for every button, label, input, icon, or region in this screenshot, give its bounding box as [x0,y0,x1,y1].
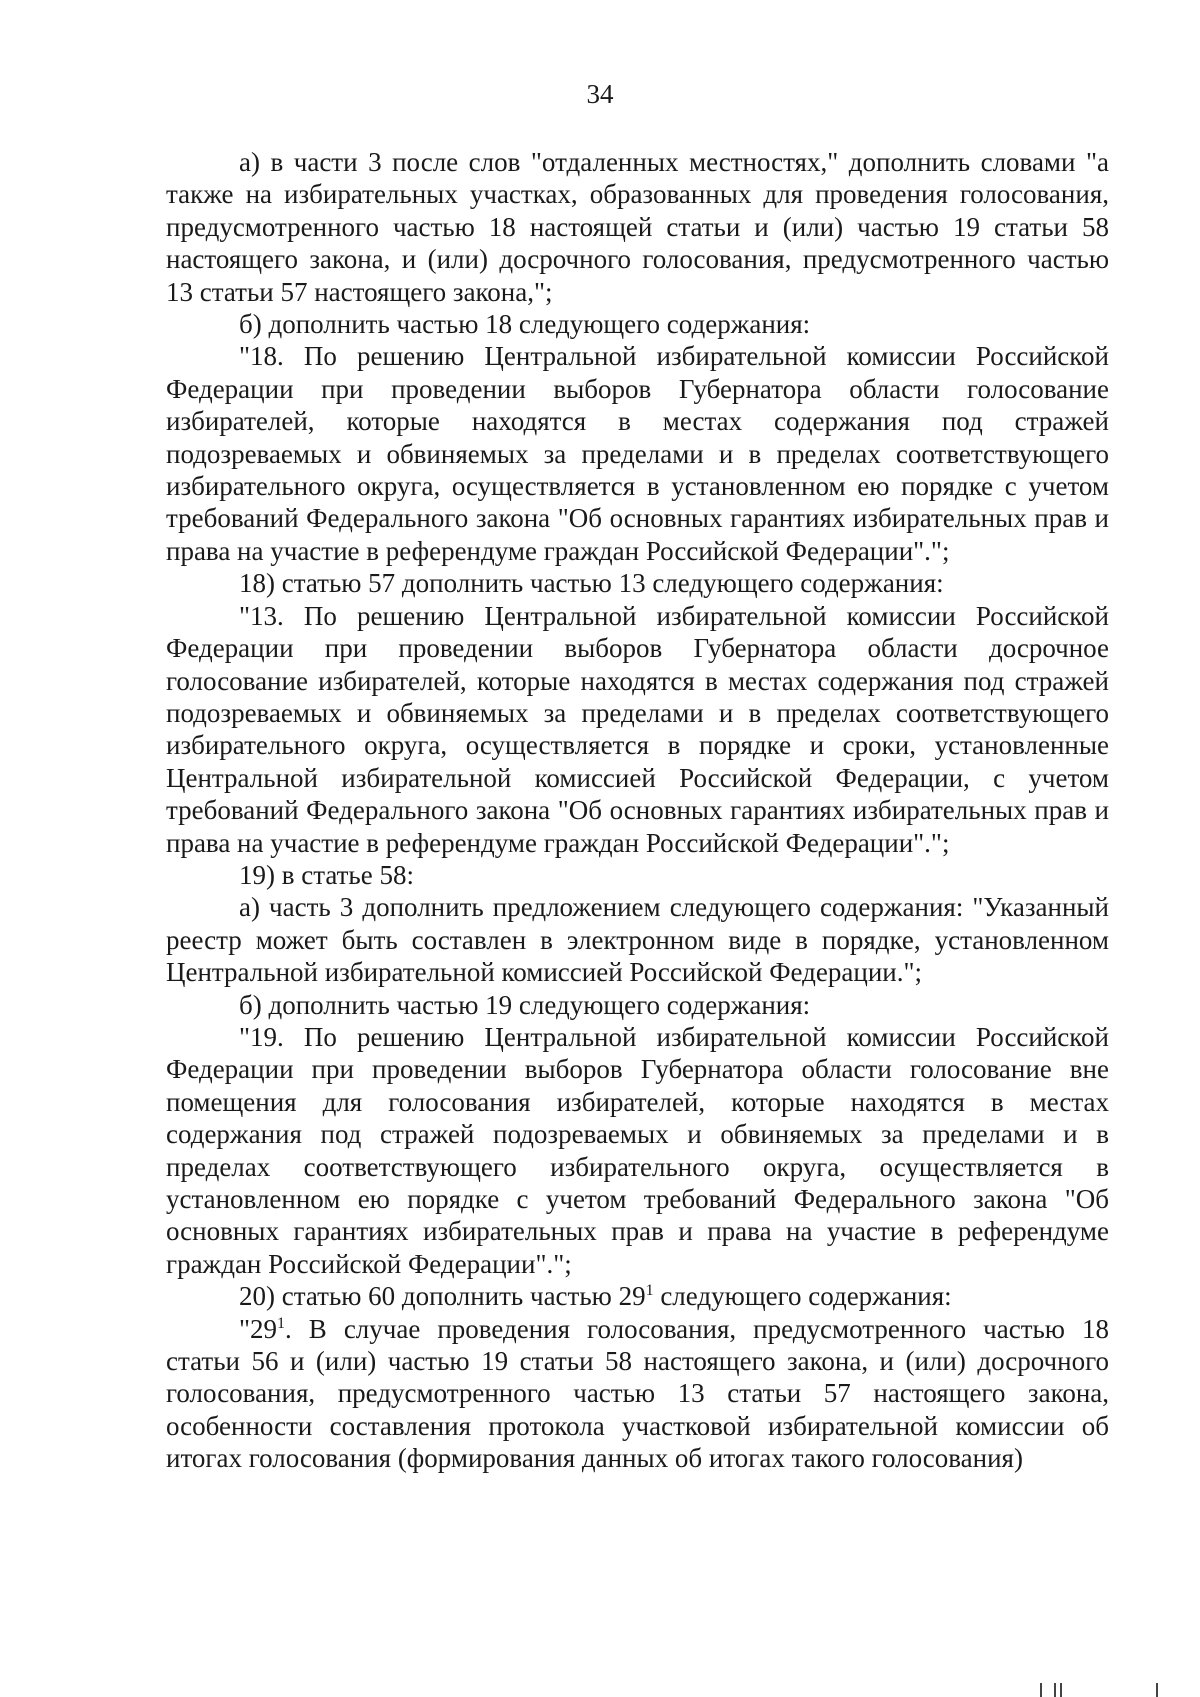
paragraph-item-19: 19) в статье 58: [239,859,414,890]
paragraph-part-13: "13. По решению Центральной избирательной комиссии Российской Федерации при проведении выборов Губернатора области досрочное голосование избирателей, которые находятся в местах содержания под стражей подозреваемых и обвиняемых за пределами и в пределах соответствующего избирательного округа, осуществляется в порядке и сроки, установленные Центральной избирательной комиссией Российской Федерации, с учетом требований Федерального закона "Об основных гарантиях избирательных прав и права на участие в референдуме граждан Российской Федерации"."; [166,600,1109,858]
scan-mark [1060,1683,1062,1697]
paragraph-19b: б) дополнить частью 19 следующего содержания: [239,989,811,1020]
paragraph-part-18: "18. По решению Центральной избирательной комиссии Российской Федерации при проведении выборов Губернатора области голосование избирателей, которые находятся в местах содержания под стражей подозреваемых и обвиняемых за пределами и в пределах соответствующего избирательного округа, осуществляется в установленном ею порядке с учетом требований Федерального закона "Об основных гарантиях избирательных прав и права на участие в референдуме граждан Российской Федерации"."; [166,341,1109,566]
document-body [166,146,1109,1475]
part-29-text-before: "29 [239,1313,278,1344]
paragraph-3a: а) в части 3 после слов "отдаленных местностях," дополнить словами "а также на избирательных участках, образованных для проведения голосования, предусмотренного частью 18 настоящей статьи и (или) частью 19 статьи 58 настоящего закона, и (или) досрочного голосования, предусмотренного частью 13 статьи 57 настоящего закона,"; [166,147,1109,307]
item-20-text-before: 20) статью 60 дополнить частью 29 [239,1281,646,1312]
page-number: 34 [586,79,614,109]
scan-marks [1040,1677,1180,1697]
item-20-text-after: следующего содержания: [653,1281,952,1312]
paragraph-item-20 [166,1280,1109,1312]
paragraph-19a: а) часть 3 дополнить предложением следующего содержания: "Указанный реестр может быть составлен в электронном виде в порядке, установленном Центральной избирательной комиссией Российской Федерации."; [166,892,1109,988]
scan-mark [1054,1683,1056,1697]
scan-mark [1156,1683,1158,1697]
item-20-superscript: 1 [645,1282,654,1300]
paragraph-3b: б) дополнить частью 18 следующего содержания: [239,309,811,340]
part-29-text-after: . В случае проведения голосования, предусмотренного частью 18 статьи 56 и (или) частью 19 статьи 58 настоящего закона, и (или) досрочного голосования, предусмотренного частью 13 статьи 57 настоящего закона, особенности составления протокола участковой избирательной комиссии об итогах голосования (формирования данных об итогах такого голосования) [166,1313,1109,1474]
paragraph-item-18: 18) статью 57 дополнить частью 13 следующего содержания: [239,568,944,599]
paragraph-part-29-1 [166,1313,1109,1475]
paragraph-part-19: "19. По решению Центральной избирательной комиссии Российской Федерации при проведении выборов Губернатора области голосование вне помещения для голосования избирателей, которые находятся в местах содержания под стражей подозреваемых и обвиняемых за пределами и в пределах соответствующего избирательного округа, осуществляется в установленном ею порядке с учетом требований Федерального закона "Об основных гарантиях избирательных прав и права на участие в референдуме граждан Российской Федерации"."; [166,1021,1109,1279]
part-29-superscript: 1 [277,1314,286,1332]
scan-mark [1040,1683,1042,1697]
